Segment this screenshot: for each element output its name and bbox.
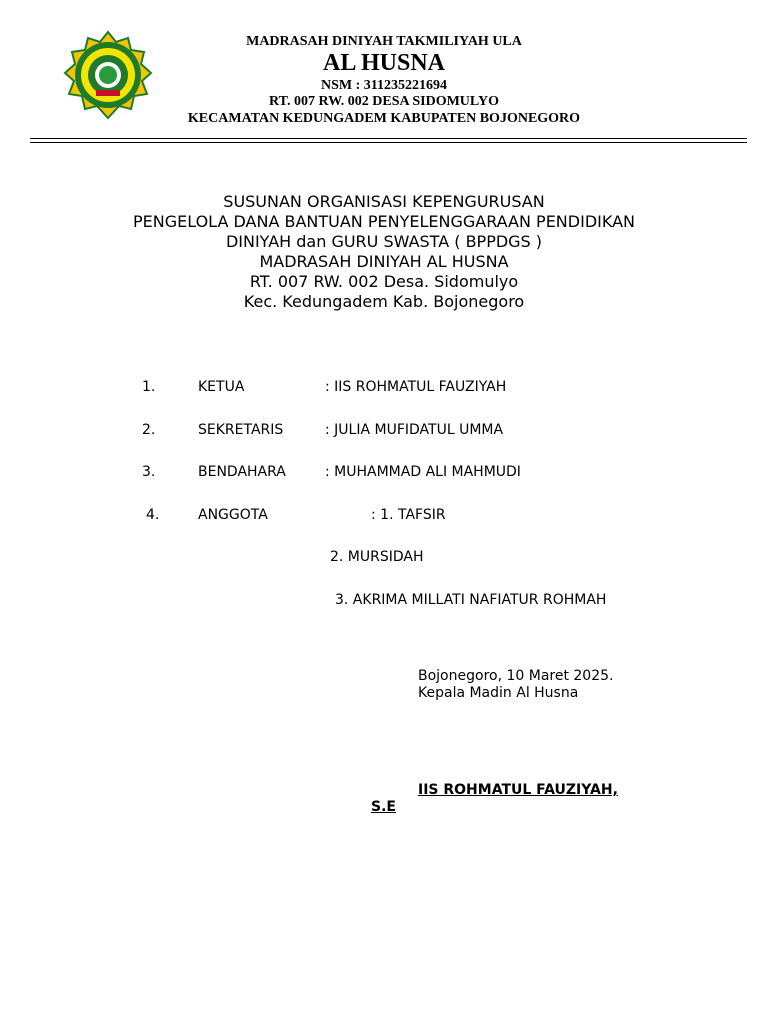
title-line: PENGELOLA DANA BANTUAN PENYELENGGARAAN PENDIDIKAN bbox=[133, 212, 635, 231]
title-line: DINIYAH dan GURU SWASTA ( BPPDGS ) bbox=[225, 232, 543, 251]
list-number: 3. bbox=[142, 464, 156, 480]
member-role: SEKRETARIS bbox=[198, 422, 284, 438]
letterhead-divider bbox=[30, 142, 747, 143]
list-number: 1. bbox=[142, 379, 156, 395]
title-line: Kec. Kedungadem Kab. Bojonegoro bbox=[243, 292, 525, 311]
member-name: : JULIA MUFIDATUL UMMA bbox=[325, 422, 504, 438]
title-line: MADRASAH DINIYAH AL HUSNA bbox=[259, 252, 509, 271]
member-name: : IIS ROHMATUL FAUZIYAH bbox=[325, 379, 507, 395]
letterhead-address: RT. 007 RW. 002 DESA SIDOMULYO bbox=[269, 94, 499, 109]
member-name: 2. MURSIDAH bbox=[330, 549, 424, 565]
title-line: RT. 007 RW. 002 Desa. Sidomulyo bbox=[249, 272, 519, 291]
title-line: SUSUNAN ORGANISASI KEPENGURUSAN bbox=[223, 192, 545, 211]
list-number: 2. bbox=[142, 422, 156, 438]
member-name: : MUHAMMAD ALI MAHMUDI bbox=[325, 464, 521, 480]
signatory-title: S.E bbox=[371, 799, 396, 815]
signatory-name: IIS ROHMATUL FAUZIYAH, bbox=[418, 782, 618, 798]
member-role: BENDAHARA bbox=[198, 464, 286, 480]
letterhead-divider bbox=[30, 138, 747, 139]
letterhead-nsm: NSM : 311235221694 bbox=[321, 78, 447, 93]
member-role: ANGGOTA bbox=[198, 507, 268, 523]
list-number: 4. bbox=[146, 507, 160, 523]
member-role: KETUA bbox=[198, 379, 245, 395]
letterhead-district: KECAMATAN KEDUNGADEM KABUPATEN BOJONEGORO bbox=[187, 111, 581, 126]
member-name: : 1. TAFSIR bbox=[371, 507, 446, 523]
letterhead-school-type: MADRASAH DINIYAH TAKMILIYAH ULA bbox=[246, 34, 522, 49]
letterhead-school-name: AL HUSNA bbox=[322, 50, 446, 76]
member-name: 3. AKRIMA MILLATI NAFIATUR ROHMAH bbox=[335, 592, 607, 608]
place-date: Bojonegoro, 10 Maret 2025. bbox=[418, 668, 614, 684]
signatory-position: Kepala Madin Al Husna bbox=[418, 685, 579, 701]
